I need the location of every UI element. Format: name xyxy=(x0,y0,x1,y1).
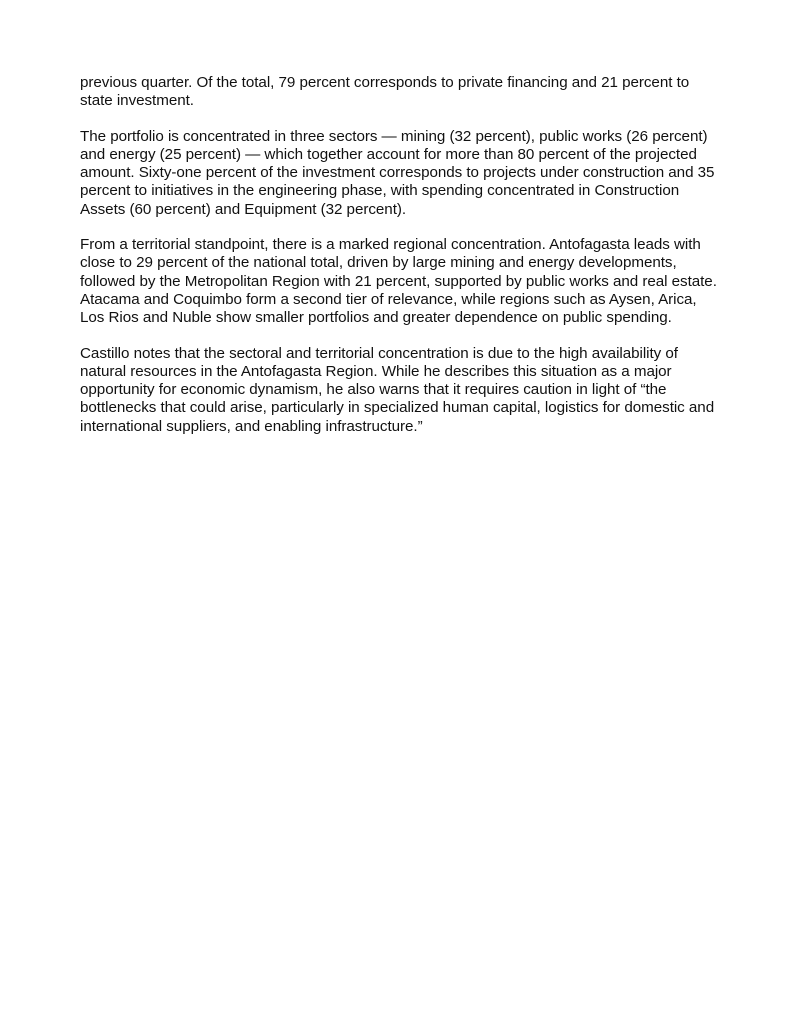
paragraph-castillo-remarks: Castillo notes that the sectoral and territorial concentration is due to the high availability of natural resources in the Antofagasta Region. While he describes this situation as a major opportunity for economic dynamism, he also warns that it requires caution in light of “the bottlenecks that could arise, particularly in specialized human capital, logistics for domestic and international suppliers, and enabling infrastructure.” xyxy=(80,344,715,435)
paragraph-sector-portfolio: The portfolio is concentrated in three sectors — mining (32 percent), public works (26 percent) and energy (25 percent) — which together account for more than 80 percent of the projected amount. Sixty-one percent of the investment corresponds to projects under construction and 35 percent to initiatives in the engineering phase, with spending concentrated in Construction Assets (60 percent) and Equipment (32 percent). xyxy=(80,127,715,218)
paragraph-regional-concentration: From a territorial standpoint, there is a marked regional concentration. Antofagasta leads with close to 29 percent of the national total, driven by large mining and energy developments, followed by the Metropolitan Region with 21 percent, supported by public works and real estate. Atacama and Coquimbo form a second tier of relevance, while regions such as Aysen, Arica, Los Rios and Nuble show smaller portfolios and greater dependence on public spending. xyxy=(80,236,717,327)
paragraph-investment-split: previous quarter. Of the total, 79 percent corresponds to private financing and 21 percent to state investment. xyxy=(80,74,690,110)
article-body xyxy=(80,74,720,453)
